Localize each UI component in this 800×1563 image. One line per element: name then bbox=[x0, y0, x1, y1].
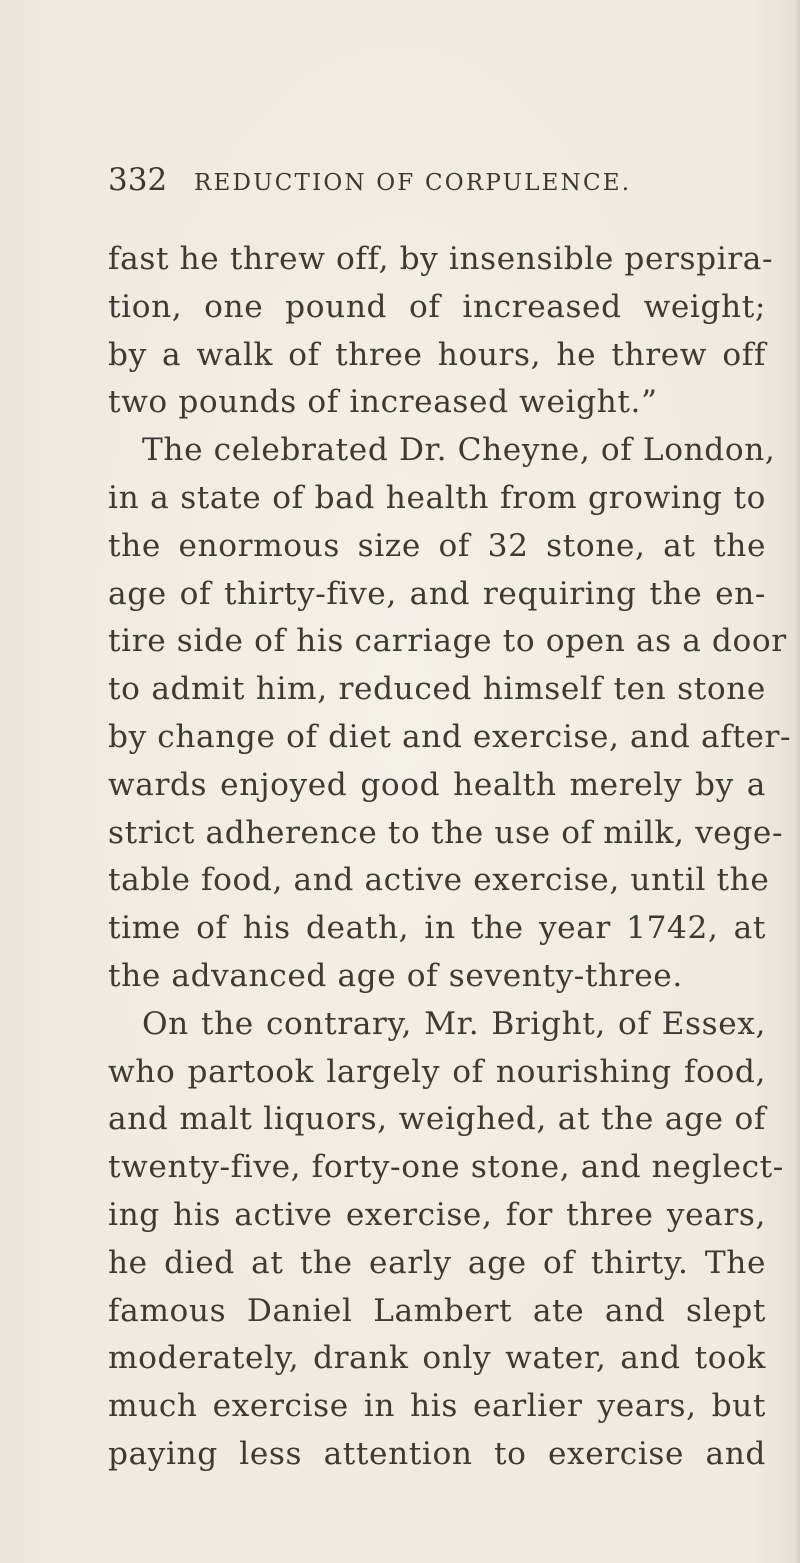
text-line: moderately, drank only water, and took bbox=[108, 1340, 766, 1377]
text-line: two pounds of increased weight.” bbox=[108, 384, 658, 421]
text-line: to admit him, reduced himself ten stone bbox=[108, 671, 766, 708]
text-line: who partook largely of nourishing food, bbox=[108, 1053, 766, 1090]
paragraph-start-line: The celebrated Dr. Cheyne, of London, bbox=[142, 432, 776, 469]
body-text bbox=[108, 236, 792, 1479]
text-line: much exercise in his earlier years, but bbox=[108, 1388, 766, 1425]
running-title: REDUCTION OF CORPULENCE. bbox=[194, 170, 632, 196]
text-line: tion, one pound of increased weight; bbox=[108, 288, 766, 325]
text-line: age of thirty-five, and requiring the en- bbox=[108, 575, 766, 612]
text-line: the advanced age of seventy-three. bbox=[108, 957, 683, 994]
page-number: 332 bbox=[108, 162, 168, 198]
text-line: the enormous size of 32 stone, at the bbox=[108, 527, 766, 564]
page-edge-shadow bbox=[794, 0, 800, 1563]
text-line: ing his active exercise, for three years, bbox=[108, 1196, 766, 1233]
running-head bbox=[108, 162, 758, 202]
text-line: famous Daniel Lambert ate and slept bbox=[108, 1292, 766, 1329]
text-line: by a walk of three hours, he threw off bbox=[108, 336, 766, 373]
text-line: tire side of his carriage to open as a door bbox=[108, 623, 787, 660]
text-line: by change of diet and exercise, and after- bbox=[108, 718, 792, 755]
text-line: in a state of bad health from growing to bbox=[108, 479, 766, 516]
text-line: and malt liquors, weighed, at the age of bbox=[108, 1101, 766, 1138]
text-line: paying less attention to exercise and bbox=[108, 1435, 766, 1472]
text-line: he died at the early age of thirty. The bbox=[108, 1244, 766, 1281]
text-line: time of his death, in the year 1742, at bbox=[108, 910, 766, 947]
text-line: twenty-five, forty-one stone, and neglect- bbox=[108, 1149, 784, 1186]
text-line: table food, and active exercise, until the bbox=[108, 862, 770, 899]
paragraph-start-line: On the contrary, Mr. Bright, of Essex, bbox=[142, 1005, 766, 1042]
text-line: strict adherence to the use of milk, vege- bbox=[108, 814, 784, 851]
text-line: fast he threw off, by insensible perspira- bbox=[108, 241, 774, 277]
text-line: wards enjoyed good health merely by a bbox=[108, 766, 766, 803]
